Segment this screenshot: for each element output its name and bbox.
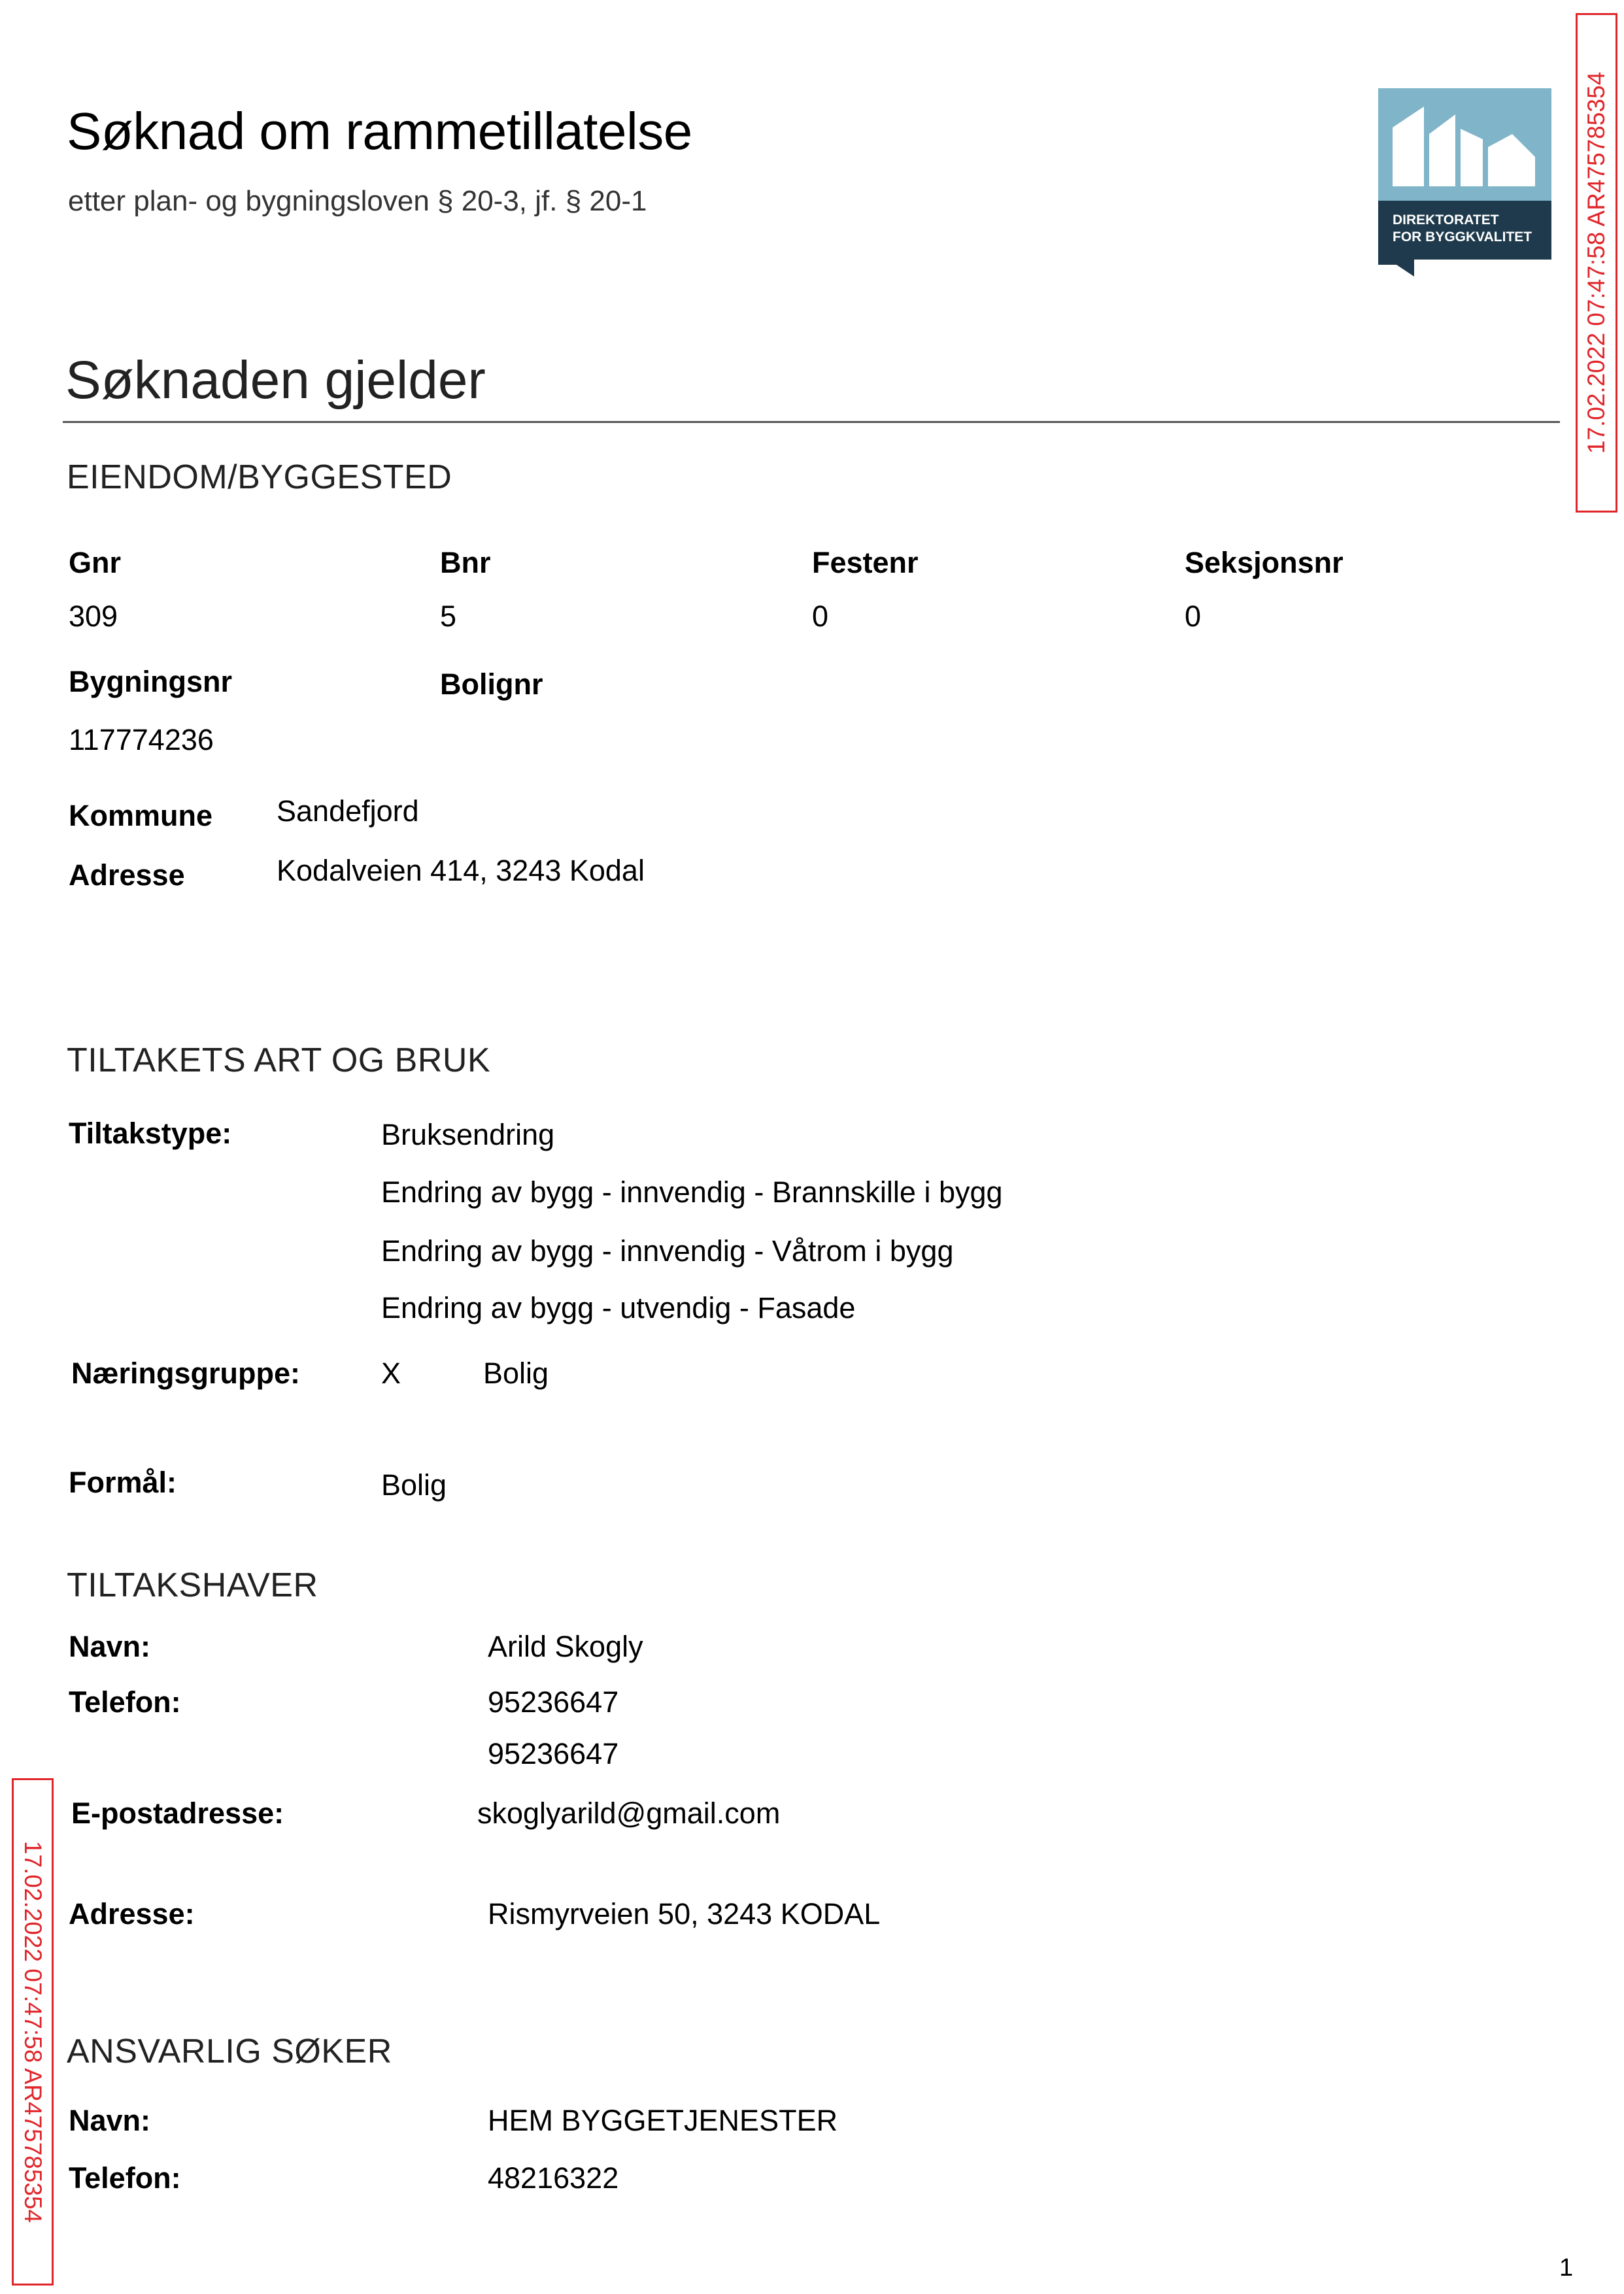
tiltakshaver-adresse-value: Rismyrveien 50, 3243 KODAL	[488, 1897, 881, 1931]
tiltakstype-label: Tiltakstype:	[69, 1117, 232, 1150]
gnr-label: Gnr	[69, 546, 122, 579]
seksjonsnr-label: Seksjonsnr	[1185, 546, 1344, 579]
stamp-text: 17.02.2022 07:47:58 AR475785354	[1583, 71, 1610, 454]
stamp-text: 17.02.2022 07:47:58 AR475785354	[20, 1840, 47, 2223]
tiltakshaver-telefon-label: Telefon:	[69, 1685, 181, 1719]
bnr-label: Bnr	[440, 546, 491, 579]
naeringsgruppe-value: Bolig	[483, 1357, 549, 1390]
timestamp-stamp-left	[12, 1778, 54, 2286]
bnr-value: 5	[440, 599, 457, 633]
ansvarlig-telefon-value: 48216322	[488, 2161, 619, 2195]
adresse-label: Adresse	[69, 858, 185, 892]
tiltakshaver-telefon-value: 95236647	[488, 1737, 619, 1770]
adresse-value: Kodalveien 414, 3243 Kodal	[277, 854, 645, 887]
naeringsgruppe-label: Næringsgruppe:	[71, 1357, 301, 1390]
ansvarlig-telefon-label: Telefon:	[69, 2161, 181, 2195]
festenr-value: 0	[812, 599, 829, 633]
tiltak-heading: TILTAKETS ART OG BRUK	[67, 1041, 491, 1079]
tiltakshaver-epost-label: E-postadresse:	[71, 1796, 284, 1830]
tiltakstype-item: Endring av bygg - innvendig - Våtrom i bygg	[381, 1234, 954, 1268]
bygningsnr-label: Bygningsnr	[69, 665, 233, 698]
tiltakshaver-telefon-value: 95236647	[488, 1685, 619, 1719]
tiltakstype-item: Bruksendring	[381, 1118, 555, 1151]
tiltakshaver-navn-label: Navn:	[69, 1630, 151, 1663]
bolignr-label: Bolignr	[440, 667, 543, 701]
seksjonsnr-value: 0	[1185, 599, 1202, 633]
dibk-logo	[1378, 88, 1551, 277]
tiltakshaver-adresse-label: Adresse:	[69, 1897, 195, 1931]
logo-text-line2: FOR BYGGKVALITET	[1393, 229, 1532, 245]
tiltakshaver-navn-value: Arild Skogly	[488, 1630, 643, 1663]
tiltakstype-item: Endring av bygg - innvendig - Brannskille i bygg	[381, 1175, 1003, 1209]
formal-label: Formål:	[69, 1466, 177, 1499]
timestamp-stamp-right	[1576, 13, 1617, 513]
page-number: 1	[1559, 2254, 1574, 2282]
kommune-label: Kommune	[69, 799, 213, 832]
ansvarlig-navn-label: Navn:	[69, 2104, 151, 2137]
tiltakshaver-epost-value: skoglyarild@gmail.com	[477, 1796, 781, 1830]
eiendom-heading: EIENDOM/BYGGESTED	[67, 458, 452, 496]
section-heading: Søknaden gjelder	[65, 350, 486, 410]
naeringsgruppe-code: X	[381, 1357, 401, 1390]
logo-text-line1: DIREKTORATET	[1393, 212, 1499, 228]
formal-value: Bolig	[381, 1468, 447, 1502]
ansvarlig-soker-heading: ANSVARLIG SØKER	[67, 2033, 392, 2070]
heading-divider	[63, 421, 1560, 423]
gnr-value: 309	[69, 599, 118, 633]
document-title: Søknad om rammetillatelse	[67, 102, 692, 160]
festenr-label: Festenr	[812, 546, 919, 579]
document-subtitle: etter plan- og bygningsloven § 20-3, jf. § 20-1	[68, 185, 647, 217]
kommune-value: Sandefjord	[277, 794, 419, 828]
tiltakstype-item: Endring av bygg - utvendig - Fasade	[381, 1291, 856, 1324]
bygningsnr-value: 117774236	[69, 723, 214, 756]
ansvarlig-navn-value: HEM BYGGETJENESTER	[488, 2104, 838, 2137]
tiltakshaver-heading: TILTAKSHAVER	[67, 1566, 318, 1604]
